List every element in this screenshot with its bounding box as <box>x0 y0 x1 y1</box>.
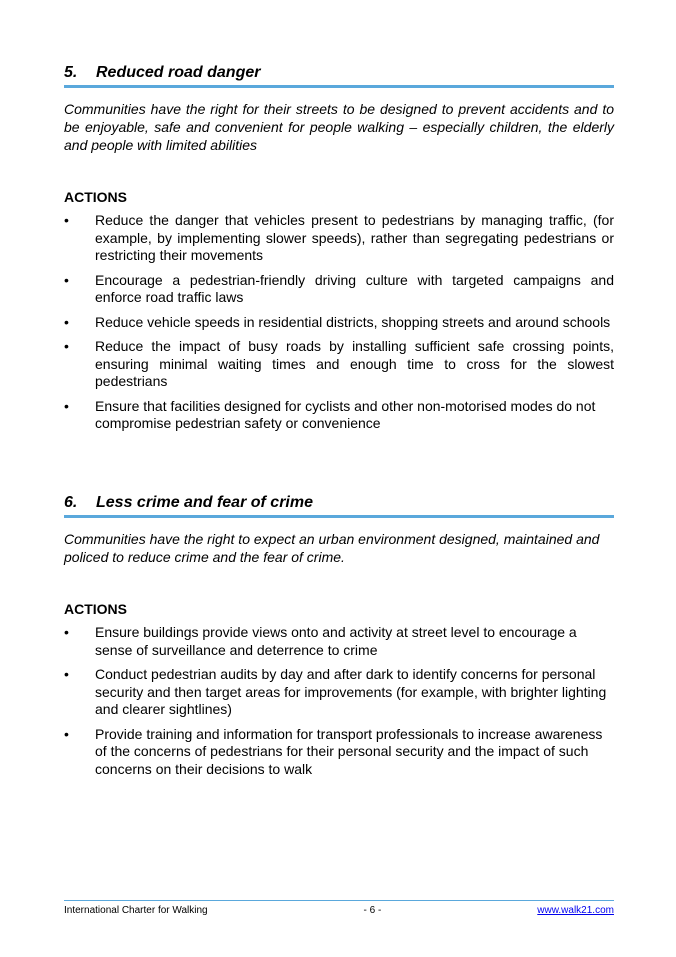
footer-document-title: International Charter for Walking <box>64 905 208 916</box>
list-item <box>64 624 614 659</box>
section-number: 5. <box>64 64 78 81</box>
section-intro: Communities have the right for their streets to be designed to prevent accidents and to be enjoyable, safe and convenient for people walking – especially children, the elderly and people with limited abilities <box>64 101 614 153</box>
list-item <box>64 212 614 265</box>
list-item <box>64 272 614 307</box>
footer-website-link[interactable]: www.walk21.com <box>537 905 614 916</box>
actions-list <box>64 212 614 433</box>
list-item-text: Reduce the danger that vehicles present to pedestrians by managing traffic, (for example, by implementing slower speeds), rather than segregating pedestrians or restricting their movements <box>95 212 614 263</box>
list-item-text: Provide training and information for transport professionals to increase awareness of the concerns of pedestrians for their personal security and the impact of such concerns on their decisions to walk <box>95 725 603 777</box>
bullet-icon: • <box>64 725 69 742</box>
actions-list <box>64 624 614 778</box>
bullet-icon: • <box>64 666 69 682</box>
list-item-text: Reduce vehicle speeds in residential districts, shopping streets and around schools <box>95 313 611 330</box>
section-heading <box>64 494 614 518</box>
list-item-text: Encourage a pedestrian-friendly driving culture with targeted campaigns and enforce road traffic laws <box>95 271 614 305</box>
list-item-text: Reduce the impact of busy roads by installing sufficient safe crossing points, ensuring minimal waiting times and enough time to cross for the slowest pedestrians <box>95 338 614 389</box>
section-less-crime <box>64 494 614 785</box>
page-number: - 6 - <box>363 905 382 916</box>
footer-rule <box>64 900 614 901</box>
list-item-text: Conduct pedestrian audits by day and after dark to identify concerns for personal security and then target areas for improvements (for example, with brighter lighting and clearer sightlines) <box>95 666 607 717</box>
bullet-icon: • <box>64 313 69 330</box>
list-item <box>64 726 614 779</box>
section-intro: Communities have the right to expect an urban environment designed, maintained and policed to reduce crime and the fear of crime. <box>64 531 600 565</box>
section-reduced-road-danger <box>64 64 614 440</box>
bullet-icon: • <box>64 271 69 288</box>
list-item-text: Ensure that facilities designed for cyclists and other non-motorised modes do not compromise pedestrian safety or convenience <box>95 397 596 431</box>
section-number: 6. <box>64 494 78 511</box>
list-item-text: Ensure buildings provide views onto and activity at street level to encourage a sense of surveillance and deterrence to crime <box>95 624 577 658</box>
page-footer <box>64 905 614 916</box>
section-title: Less crime and fear of crime <box>96 494 313 511</box>
list-item <box>64 398 614 433</box>
bullet-icon: • <box>64 212 69 228</box>
bullet-icon: • <box>64 624 69 640</box>
bullet-icon: • <box>64 338 69 354</box>
section-title: Reduced road danger <box>96 64 261 81</box>
actions-label: ACTIONS <box>64 601 127 617</box>
bullet-icon: • <box>64 397 69 414</box>
actions-label: ACTIONS <box>64 189 127 205</box>
section-heading <box>64 64 614 88</box>
list-item <box>64 338 614 391</box>
list-item <box>64 314 614 332</box>
list-item <box>64 666 614 719</box>
